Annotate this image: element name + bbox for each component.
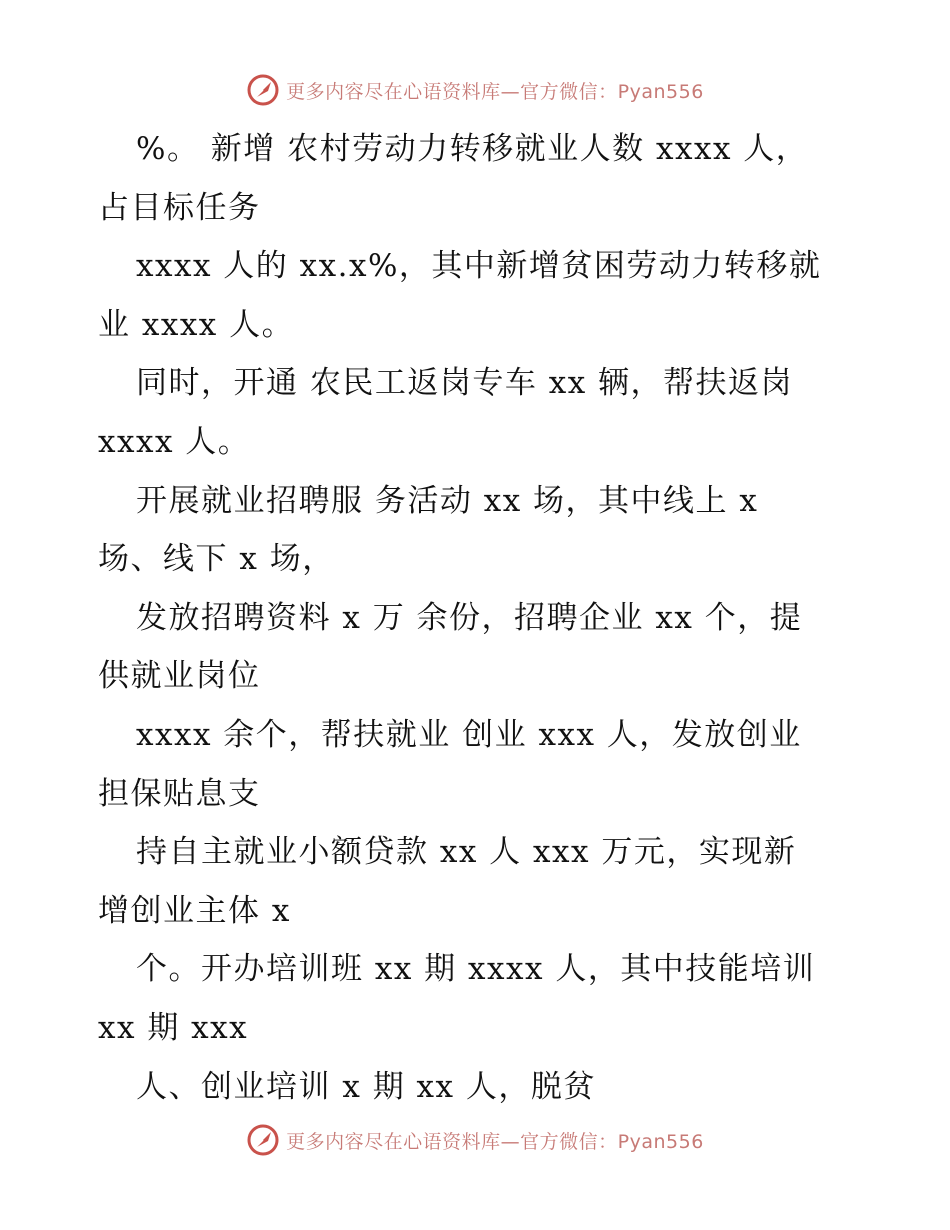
text-line: xxxx 人。	[98, 423, 251, 460]
document-body	[98, 120, 858, 1116]
text-line: 个。开办培训班 xx 期 xxxx 人，其中技能培训	[136, 951, 816, 988]
header-watermark-banner	[0, 70, 950, 110]
text-line: 供就业岗位	[98, 658, 261, 695]
footer-watermark-text: 更多内容尽在心语资料库—官方微信：Pyan556	[286, 1130, 704, 1153]
header-watermark-text: 更多内容尽在心语资料库—官方微信：Pyan556	[286, 80, 704, 103]
quill-pen-logo-icon	[246, 1123, 280, 1157]
text-line: xxxx 余个，帮扶就业 创业 xxx 人，发放创业	[136, 716, 802, 753]
text-line: 开展就业招聘服 务活动 xx 场，其中线上 x	[136, 482, 759, 519]
text-line: 人、创业培训 x 期 xx 人，脱贫	[136, 1068, 596, 1105]
text-line: xx 期 xxx	[98, 1009, 249, 1046]
text-line: xxxx 人的 xx.x%，其中新增贫困劳动力转移就	[136, 248, 822, 285]
text-line: 增创业主体 x	[98, 892, 291, 929]
text-line: 占目标任务	[98, 189, 261, 226]
footer-watermark-banner	[0, 1120, 950, 1160]
text-line: 发放招聘资料 x 万 余份，招聘企业 xx 个，提	[136, 599, 803, 636]
text-line: 业 xxxx 人。	[98, 306, 295, 343]
quill-pen-logo-icon	[246, 73, 280, 107]
text-line: 同时，开通 农民工返岗专车 xx 辆，帮扶返岗	[136, 365, 794, 402]
text-line: %。 新增 农村劳动力转移就业人数 xxxx 人，	[136, 131, 809, 167]
text-line: 担保贴息支	[98, 775, 261, 812]
text-line: 持自主就业小额贷款 xx 人 xxx 万元，实现新	[136, 834, 797, 871]
text-line: 场、线下 x 场，	[98, 541, 335, 578]
